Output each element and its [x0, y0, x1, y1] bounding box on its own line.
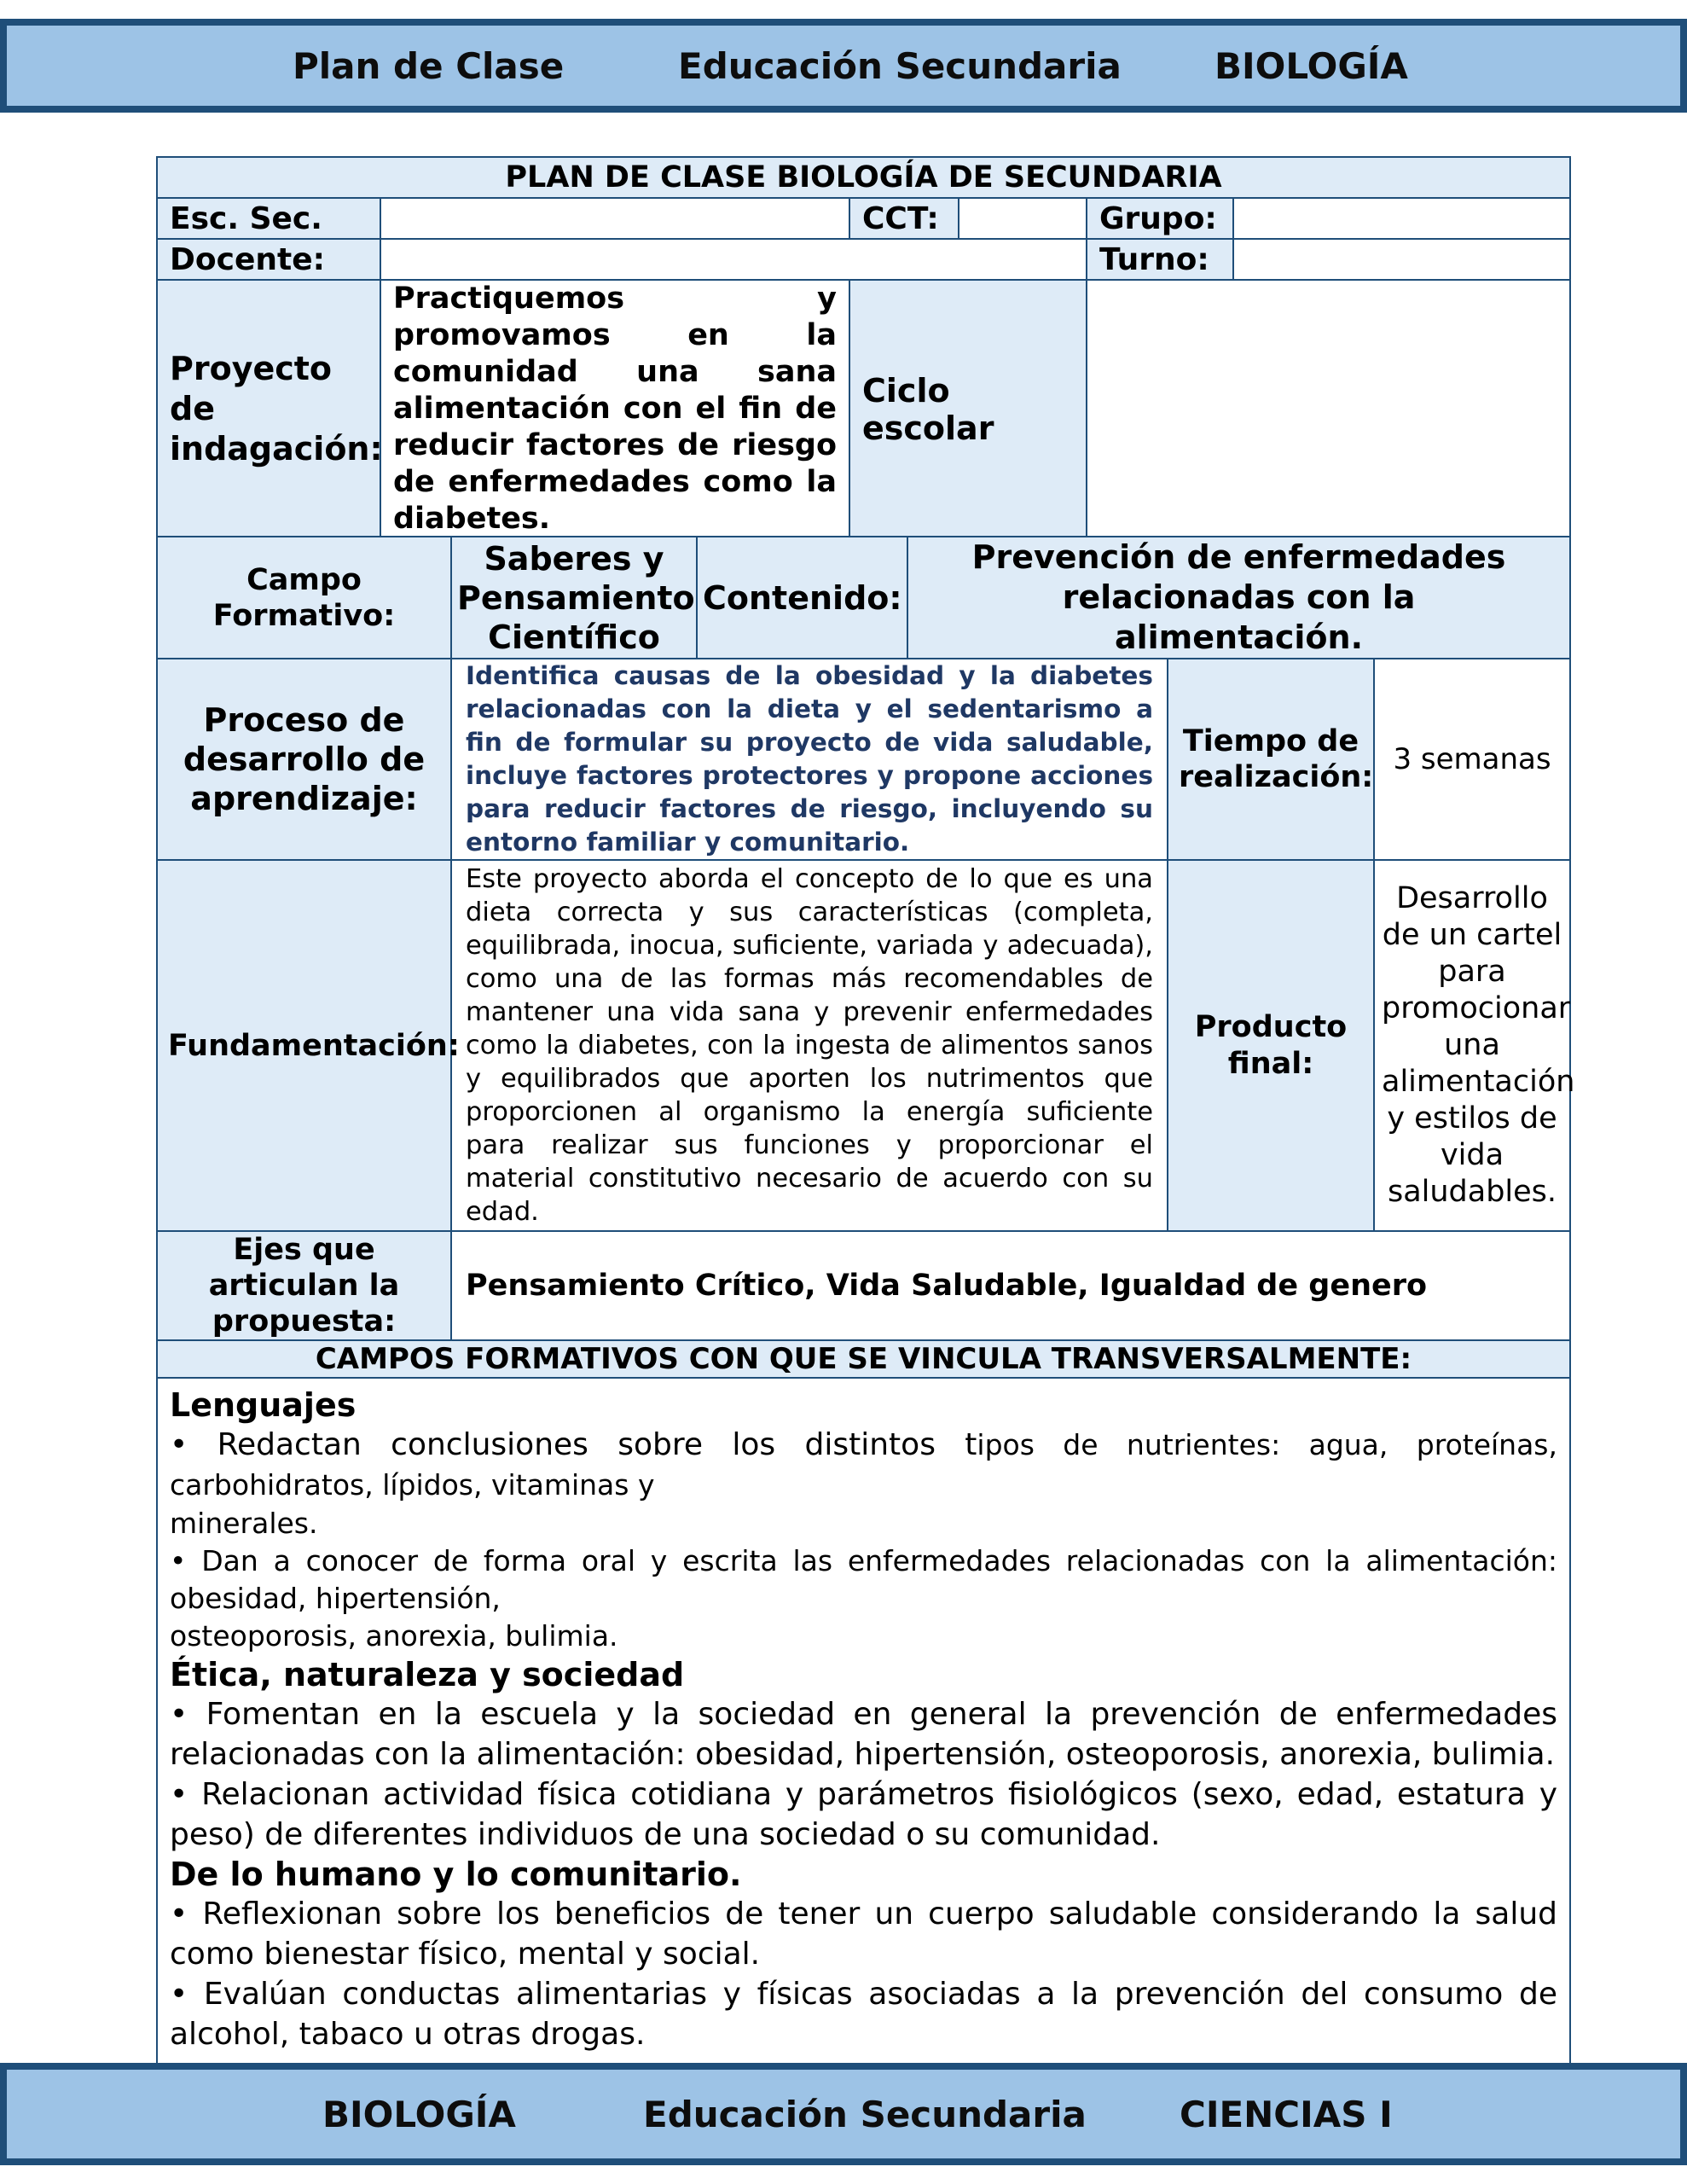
proceso-cell: [451, 659, 1168, 860]
proceso-label: Proceso de desarrollo de aprendizaje:: [157, 659, 451, 860]
transv-title: CAMPOS FORMATIVOS CON QUE SE VINCULA TRANSVERSALMENTE:: [157, 1340, 1570, 1378]
tiempo-value: 3 semanas: [1374, 659, 1570, 860]
etica-bullet-1: • Fomentan en la escuela y la sociedad en general la prevención de enfermedades relacionadas con la alimentación: obesidad, hipertensión, osteoporosis, anorexia, bulimia.: [170, 1697, 1557, 1772]
ejes-label: Ejes que articulan la propuesta:: [157, 1231, 451, 1340]
humano-bullet-2: • Evalúan conductas alimentarias y físicas asociadas a la prevención del consumo de alcohol, tabaco u otras drogas.: [170, 1977, 1557, 2052]
esc-label: Esc. Sec.: [157, 198, 380, 239]
turno-label: Turno:: [1087, 239, 1233, 280]
campo-label: Campo Formativo:: [157, 537, 451, 659]
header-right: BIOLOGÍA: [1215, 44, 1408, 87]
grupo-label: Grupo:: [1087, 198, 1233, 239]
turno-value: [1233, 239, 1570, 280]
footer-right: CIENCIAS I: [1180, 2093, 1393, 2135]
humano-bullet-1: • Reflexionan sobre los beneficios de tener un cuerpo saludable considerando la salud como bienestar físico, mental y social.: [170, 1896, 1557, 1972]
campo-value: Saberes y Pensamiento Científico: [451, 537, 697, 659]
footer-center: Educación Secundaria: [643, 2093, 1087, 2135]
header-left: Plan de Clase: [293, 44, 565, 87]
fund-text: Este proyecto aborda el concepto de lo que es una dieta correcta y sus características (completa, equilibrada, inocua, suficiente, variada y adecuada), como una de las formas más recomendables de mantener una vida sana y prevenir enfermedades como la diabetes, con la ingesta de alimentos sanos y equilibrados que aporten los nutrimentos que proporcionen al organismo la energía suficiente para realizar sus funciones y proporcionar el material constitutivo necesario de acuerdo con su edad.: [466, 864, 1153, 1227]
fund-cell: [451, 860, 1168, 1231]
ciclo-value: [1087, 280, 1570, 538]
etica-bullet-2: • Relacionan actividad física cotidiana y parámetros fisiológicos (sexo, edad, estatura y peso) de diferentes individuos de una sociedad o su comunidad.: [170, 1777, 1557, 1852]
header-center: Educación Secundaria: [678, 44, 1122, 87]
lenguajes-bullet-2: • Dan a conocer de forma oral y escrita las enfermedades relacionadas con la alimentación: obesidad, hipertensión,: [170, 1544, 1557, 1615]
proyecto-text: Practiquemos y promovamos en la comunidad una sana alimentación con el fin de reducir factores de riesgo de enfermedades como la diabetes.: [393, 282, 837, 536]
info-table-title: PLAN DE CLASE BIOLOGÍA DE SECUNDARIA: [157, 157, 1570, 198]
cct-value: [959, 198, 1087, 239]
fund-label: Fundamentación:: [157, 860, 451, 1231]
proceso-text: Identifica causas de la obesidad y la diabetes relacionadas con la dieta y el sedentarismo a fin de formular su proyecto de vida saludable, incluye factores protectores y propone acciones para reducir factores de riesgo, incluyendo su entorno familiar y comunitario.: [466, 661, 1153, 857]
footer-banner: [0, 2063, 1687, 2165]
lenguajes-bullet-1-c: minerales.: [170, 1507, 318, 1540]
cct-label: CCT:: [849, 198, 959, 239]
humano-title: De lo humano y lo comunitario.: [170, 1856, 742, 1893]
proyecto-label: Proyecto de indagación:: [157, 280, 380, 538]
etica-title: Ética, naturaleza y sociedad: [170, 1656, 685, 1693]
plan-table: [156, 536, 1575, 2065]
contenido-value: Prevención de enfermedades relacionadas con la alimentación.: [907, 537, 1570, 659]
grupo-value: [1233, 198, 1570, 239]
esc-value: [380, 198, 849, 239]
producto-value: Desarrollo de un cartel para promocionar una alimentación y estilos de vida saludables.: [1382, 881, 1575, 1209]
tiempo-label: Tiempo de realización:: [1168, 659, 1374, 860]
transv-body: [157, 1378, 1570, 2064]
lenguajes-bullet-1-b: ipos de nutrientes: agua, proteínas, carbohidratos, lípidos, vitaminas y: [170, 1428, 1557, 1502]
docente-label: Docente:: [157, 239, 380, 280]
header-banner: [0, 19, 1687, 113]
lenguajes-bullet-1: [170, 1425, 1557, 1505]
producto-label: Producto final:: [1168, 860, 1374, 1231]
footer-left: BIOLOGÍA: [322, 2093, 516, 2135]
contenido-label: Contenido:: [697, 537, 907, 659]
lenguajes-title: Lenguajes: [170, 1386, 357, 1424]
ejes-value: Pensamiento Crítico, Vida Saludable, Igualdad de genero: [451, 1231, 1570, 1340]
lenguajes-bullet-1-a: • Redactan conclusiones sobre los distintos t: [170, 1427, 977, 1462]
info-table: [156, 156, 1571, 539]
producto-cell: [1374, 860, 1575, 1231]
ciclo-label: Ciclo escolar: [849, 280, 1087, 538]
proyecto-cell: [380, 280, 849, 538]
lenguajes-bullet-2-b: osteoporosis, anorexia, bulimia.: [170, 1619, 618, 1653]
docente-value: [380, 239, 1087, 280]
